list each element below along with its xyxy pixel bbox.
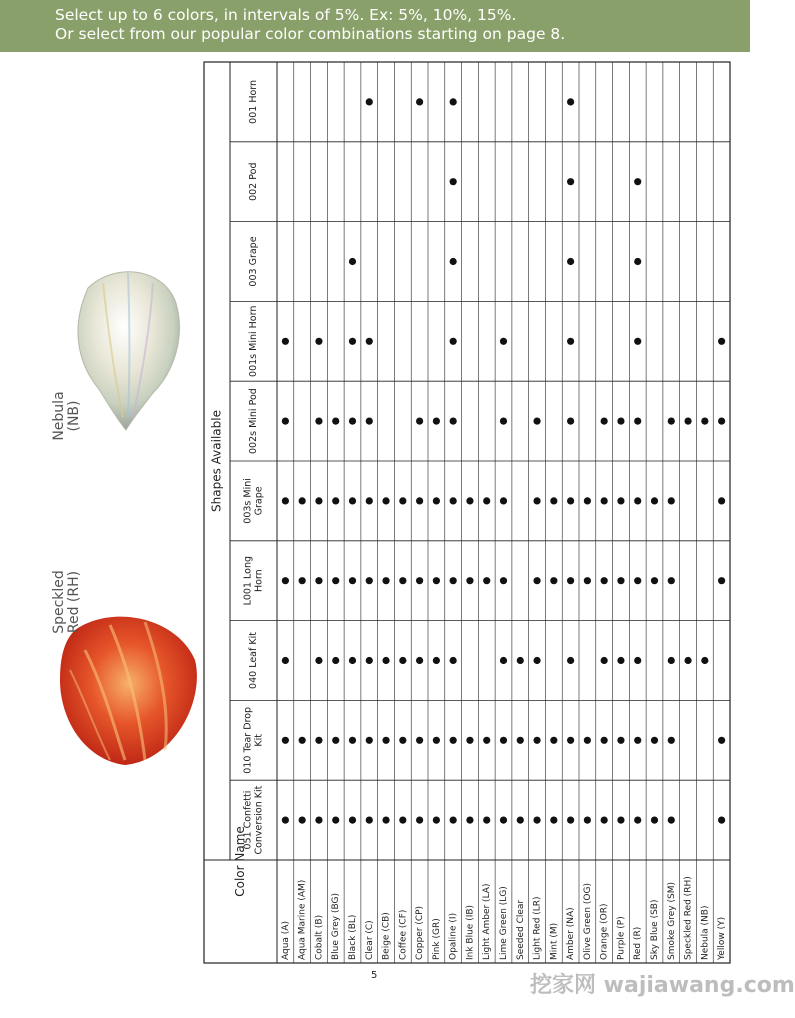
- availability-dot: [349, 418, 356, 425]
- availability-dot: [349, 817, 356, 824]
- availability-dot: [584, 817, 591, 824]
- watermark: 挖家网 wajiawang.com: [530, 973, 795, 998]
- availability-dot: [617, 418, 624, 425]
- availability-dot: [382, 657, 389, 664]
- availability-dot: [349, 338, 356, 345]
- availability-dot: [500, 737, 507, 744]
- availability-dot: [500, 418, 507, 425]
- shape-header-line: Grape: [253, 486, 265, 516]
- availability-dot: [617, 577, 624, 584]
- availability-dot: [550, 817, 557, 824]
- availability-dot: [450, 178, 457, 185]
- color-name-10: Opaline (I): [448, 912, 459, 960]
- availability-dot: [500, 817, 507, 824]
- color-name-12: Light Amber (LA): [482, 883, 493, 960]
- nebula-label-line1: Nebula: [51, 391, 67, 441]
- shape-header-line: 003s Mini: [242, 478, 254, 524]
- color-name-4: Black (BL): [348, 914, 358, 960]
- availability-dot: [567, 178, 574, 185]
- color-name-15: Light Red (LR): [532, 896, 543, 960]
- speckled-red-label-line1: Speckled: [51, 570, 67, 634]
- availability-dot: [466, 577, 473, 584]
- availability-dot: [701, 657, 708, 664]
- availability-dot: [668, 657, 675, 664]
- availability-dot: [399, 737, 406, 744]
- color-name-14: Seeded Clear: [515, 899, 526, 960]
- shape-header-line: Conversion Kit: [253, 785, 265, 855]
- shape-header-line: L001 Long: [242, 555, 254, 606]
- availability-dot: [416, 418, 423, 425]
- availability-dot: [718, 338, 725, 345]
- availability-dot: [299, 497, 306, 504]
- availability-dot: [450, 497, 457, 504]
- availability-dot: [533, 497, 540, 504]
- availability-dot: [450, 737, 457, 744]
- color-name-19: Orange (OR): [599, 903, 610, 960]
- shape-header-9: [243, 785, 265, 854]
- availability-dot: [567, 497, 574, 504]
- shape-header-line: 040 Leaf Kit: [248, 632, 259, 689]
- availability-dot: [299, 577, 306, 584]
- shape-header-line: 051 Confetti: [242, 790, 254, 850]
- color-name-7: Coffee (CF): [398, 909, 409, 960]
- color-name-16: Mint (M): [549, 922, 560, 960]
- banner-line-1: Select up to 6 colors, in intervals of 5%. Ex: 5%, 10%, 15%.: [55, 6, 517, 24]
- availability-dot: [517, 657, 524, 664]
- availability-dot: [433, 657, 440, 664]
- availability-dot: [651, 817, 658, 824]
- shape-header-line: 002s Mini Pod: [248, 388, 259, 455]
- availability-dot: [315, 497, 322, 504]
- color-name-23: Smoke Grey (SM): [666, 882, 677, 960]
- availability-dot: [282, 817, 289, 824]
- color-name-26: Yellow (Y): [717, 916, 728, 960]
- availability-dot: [416, 737, 423, 744]
- availability-dot: [584, 577, 591, 584]
- color-name-8: Copper (CP): [415, 905, 426, 960]
- availability-dot: [668, 817, 675, 824]
- color-name-2: Cobalt (B): [314, 914, 325, 960]
- availability-dot: [533, 817, 540, 824]
- availability-dot: [601, 817, 608, 824]
- availability-dot: [718, 418, 725, 425]
- color-name-13: Lime Green (LG): [499, 886, 509, 960]
- availability-dot: [533, 657, 540, 664]
- color-name-21: Red (R): [633, 926, 644, 960]
- availability-dot: [315, 577, 322, 584]
- shapes-available-header: Shapes Available: [209, 410, 224, 512]
- shape-header-line: Kit: [253, 733, 265, 747]
- shape-header-line: 010 Tear Drop: [242, 706, 254, 774]
- availability-dot: [550, 497, 557, 504]
- availability-dot: [567, 817, 574, 824]
- availability-dot: [332, 737, 339, 744]
- availability-dot: [450, 817, 457, 824]
- availability-dot: [718, 817, 725, 824]
- color-name-20: Purple (P): [616, 916, 627, 960]
- availability-dot: [601, 497, 608, 504]
- availability-dot: [416, 98, 423, 105]
- availability-dot: [366, 418, 373, 425]
- color-name-24: Speckled Red (RH): [683, 876, 694, 960]
- shape-header-5: [243, 478, 265, 524]
- availability-dot: [668, 418, 675, 425]
- availability-dot: [332, 657, 339, 664]
- availability-dot: [366, 817, 373, 824]
- availability-dot: [517, 817, 524, 824]
- availability-dot: [315, 817, 322, 824]
- availability-dot: [701, 418, 708, 425]
- availability-dot: [466, 497, 473, 504]
- availability-dot: [617, 657, 624, 664]
- shape-header-3: [248, 306, 259, 377]
- availability-dot: [567, 338, 574, 345]
- availability-dot: [533, 577, 540, 584]
- color-name-0: Aqua (A): [280, 921, 291, 960]
- availability-dot: [315, 737, 322, 744]
- availability-dot: [567, 418, 574, 425]
- availability-dot: [718, 497, 725, 504]
- availability-dot: [634, 657, 641, 664]
- availability-dot: [584, 497, 591, 504]
- availability-dot: [684, 657, 691, 664]
- color-name-25: Nebula (NB): [700, 905, 711, 960]
- availability-dot: [617, 817, 624, 824]
- availability-dot: [433, 418, 440, 425]
- availability-dot: [567, 657, 574, 664]
- availability-dot: [668, 497, 675, 504]
- availability-dot: [315, 657, 322, 664]
- availability-dot: [634, 338, 641, 345]
- availability-dot: [500, 577, 507, 584]
- availability-dot: [332, 418, 339, 425]
- availability-dot: [382, 577, 389, 584]
- availability-dot: [567, 98, 574, 105]
- availability-dot: [668, 737, 675, 744]
- availability-dot: [299, 817, 306, 824]
- shape-header-0: [248, 80, 259, 124]
- availability-dot: [500, 657, 507, 664]
- availability-dot: [601, 657, 608, 664]
- availability-dot: [282, 338, 289, 345]
- availability-dot: [634, 418, 641, 425]
- shape-header-8: [243, 707, 265, 774]
- availability-dot: [584, 737, 591, 744]
- availability-dot: [450, 657, 457, 664]
- color-name-11: Ink Blue (IB): [465, 904, 476, 960]
- availability-dot: [483, 577, 490, 584]
- availability-dot: [668, 577, 675, 584]
- banner-line-2: Or select from our popular color combinations starting on page 8.: [55, 25, 566, 43]
- page-number: 5: [371, 970, 378, 981]
- availability-dot: [450, 418, 457, 425]
- availability-dot: [450, 338, 457, 345]
- availability-dot: [315, 338, 322, 345]
- availability-dot: [416, 497, 423, 504]
- availability-dot: [718, 737, 725, 744]
- availability-dot: [366, 657, 373, 664]
- table-border: [204, 62, 730, 963]
- color-name-9: Pink (GR): [431, 918, 442, 960]
- color-name-6: Beige (CB): [381, 912, 392, 960]
- availability-dot: [466, 817, 473, 824]
- availability-dot: [282, 737, 289, 744]
- availability-dot: [433, 737, 440, 744]
- shape-header-6: [243, 556, 265, 605]
- shape-header-line: 001s Mini Horn: [248, 305, 259, 377]
- availability-dot: [450, 98, 457, 105]
- color-name-header: Color Name: [233, 826, 247, 897]
- availability-dot: [450, 577, 457, 584]
- availability-dot: [617, 497, 624, 504]
- availability-dot: [533, 737, 540, 744]
- availability-dot: [567, 577, 574, 584]
- availability-dot: [349, 258, 356, 265]
- availability-dot: [332, 817, 339, 824]
- availability-dot: [651, 737, 658, 744]
- shape-header-2: [248, 236, 259, 286]
- availability-dot: [349, 737, 356, 744]
- availability-dot: [483, 737, 490, 744]
- availability-dot: [634, 817, 641, 824]
- availability-dot: [550, 737, 557, 744]
- shape-header-4: [248, 388, 259, 454]
- availability-dot: [282, 418, 289, 425]
- availability-dot: [399, 657, 406, 664]
- availability-dot: [282, 497, 289, 504]
- availability-dot: [332, 497, 339, 504]
- speckled-red-label-line2: Red (RH): [66, 570, 82, 634]
- availability-dot: [500, 497, 507, 504]
- color-name-5: Clear (C): [364, 920, 375, 960]
- availability-dot: [466, 737, 473, 744]
- availability-dot: [433, 817, 440, 824]
- availability-dot: [601, 577, 608, 584]
- shape-header-line: 002 Pod: [248, 162, 259, 201]
- availability-dot: [634, 258, 641, 265]
- availability-dot: [718, 577, 725, 584]
- shape-header-line: 001 Horn: [248, 79, 259, 124]
- availability-dot: [349, 497, 356, 504]
- availability-dot: [433, 497, 440, 504]
- shape-header-7: [248, 632, 259, 689]
- shape-header-line: Horn: [253, 569, 265, 593]
- availability-dot: [399, 577, 406, 584]
- availability-dot: [349, 657, 356, 664]
- availability-dot: [684, 418, 691, 425]
- availability-dot: [282, 657, 289, 664]
- availability-dot: [399, 817, 406, 824]
- availability-dot: [601, 418, 608, 425]
- availability-dot: [450, 258, 457, 265]
- color-name-1: Aqua Marine (AM): [297, 879, 308, 960]
- availability-dot: [651, 497, 658, 504]
- availability-dot: [366, 338, 373, 345]
- availability-dot: [634, 497, 641, 504]
- color-name-17: Amber (NA): [566, 907, 577, 960]
- availability-dot: [349, 577, 356, 584]
- availability-dot: [382, 817, 389, 824]
- availability-dot: [651, 577, 658, 584]
- availability-dot: [550, 577, 557, 584]
- availability-dot: [483, 817, 490, 824]
- shape-header-line: 003 Grape: [248, 236, 259, 287]
- availability-dot: [315, 418, 322, 425]
- availability-dot: [366, 497, 373, 504]
- availability-dot: [416, 817, 423, 824]
- availability-dot: [500, 338, 507, 345]
- availability-dot: [533, 418, 540, 425]
- color-name-18: Olive Green (OG): [582, 882, 593, 960]
- availability-dot: [332, 577, 339, 584]
- availability-dot: [366, 98, 373, 105]
- availability-dot: [634, 577, 641, 584]
- availability-dot: [517, 737, 524, 744]
- availability-dot: [634, 737, 641, 744]
- availability-dot: [617, 737, 624, 744]
- color-name-22: Sky Blue (SB): [650, 899, 660, 960]
- availability-dot: [366, 577, 373, 584]
- availability-dot: [282, 577, 289, 584]
- availability-dot: [366, 737, 373, 744]
- availability-dot: [567, 737, 574, 744]
- availability-dot: [567, 258, 574, 265]
- availability-dot: [382, 497, 389, 504]
- availability-dot: [601, 737, 608, 744]
- availability-dot: [399, 497, 406, 504]
- availability-dot: [433, 577, 440, 584]
- availability-dot: [416, 577, 423, 584]
- nebula-label-line2: (NB): [66, 400, 82, 432]
- color-name-3: Blue Grey (BG): [331, 893, 342, 960]
- shape-header-1: [248, 163, 259, 201]
- availability-dot: [483, 497, 490, 504]
- availability-dot: [382, 737, 389, 744]
- availability-dot: [416, 657, 423, 664]
- availability-dot: [299, 737, 306, 744]
- availability-dot: [634, 178, 641, 185]
